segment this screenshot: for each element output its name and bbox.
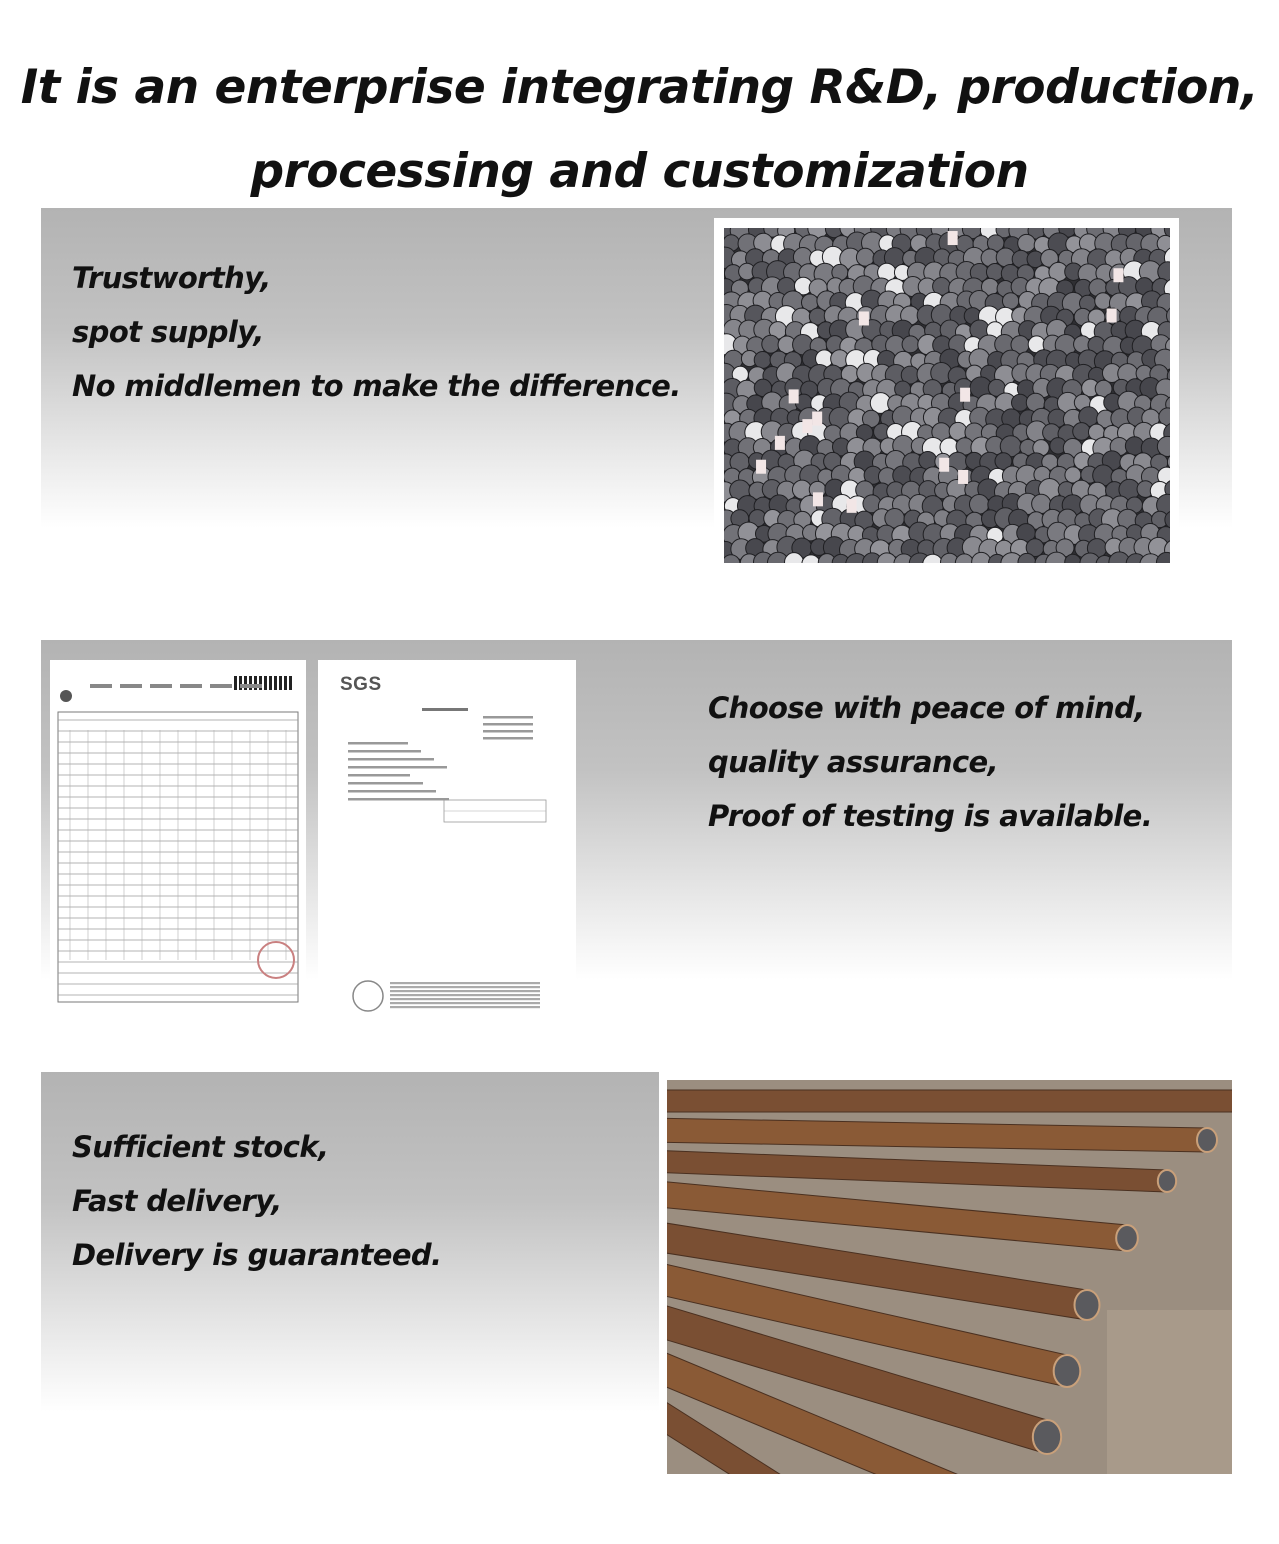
section-line: No middlemen to make the difference. [72, 369, 681, 403]
round-bar-end [1075, 1290, 1100, 1320]
bar-tag [813, 492, 823, 506]
steel-bar-stock-image [667, 1080, 1232, 1474]
barcode-bar [289, 676, 292, 690]
report-title-line [422, 708, 468, 711]
bar-end [902, 336, 919, 353]
bar-end [1018, 234, 1036, 252]
section-line: Sufficient stock, [72, 1130, 329, 1164]
bar-tag [812, 412, 822, 426]
steel-bar-stock-photo [667, 1080, 1232, 1474]
bar-end [1002, 293, 1018, 309]
bar-tag [1107, 308, 1117, 322]
section-line: quality assurance, [708, 745, 999, 779]
section-line: spot supply, [72, 315, 264, 349]
footer-text-line [390, 982, 540, 984]
footer-text-line [390, 986, 540, 988]
headline-line-2: processing and customization [250, 144, 1029, 199]
section-text-stock [72, 1120, 441, 1282]
page-headline [0, 46, 1279, 214]
header-text-line [180, 684, 202, 688]
footer-text-line [390, 990, 540, 992]
header-text-line [210, 684, 232, 688]
bar-tag [939, 458, 949, 472]
section-line: Fast delivery, [72, 1184, 282, 1218]
bar-tag [958, 470, 968, 484]
report-text-line [348, 782, 423, 785]
section-line: Delivery is guaranteed. [72, 1238, 442, 1272]
barcode-bar [264, 676, 267, 690]
header-text-line [120, 684, 142, 688]
mill-test-certificate [50, 660, 306, 1022]
report-text-line [348, 790, 436, 793]
footer-text-line [390, 998, 540, 1000]
company-logo [60, 690, 72, 702]
report-text-line [348, 742, 408, 745]
section-text-supply [72, 251, 681, 413]
round-bar-end [1054, 1355, 1081, 1387]
bar-end [1095, 293, 1112, 310]
headline-line-1: It is an enterprise integrating R&D, production, [20, 60, 1259, 115]
round-bar [667, 1090, 1232, 1112]
footer-text-line [390, 994, 540, 996]
bar-tag [802, 419, 812, 433]
report-text-line [348, 766, 447, 769]
report-meta-line [483, 723, 533, 726]
report-meta-line [483, 730, 533, 733]
steel-bar-ends-image [724, 228, 1170, 563]
bar-tag [756, 460, 766, 474]
header-text-line [90, 684, 112, 688]
red-seal [258, 942, 294, 978]
report-text-line [348, 750, 421, 753]
report-meta-line [483, 716, 533, 719]
report-text-line [348, 798, 449, 801]
header-text-line [150, 684, 172, 688]
bar-end [754, 352, 771, 369]
mill-test-certificate-image [50, 660, 306, 1022]
round-bar-end [1116, 1225, 1138, 1251]
section-line: Proof of testing is available. [708, 799, 1153, 833]
bar-tag [847, 499, 857, 513]
barcode-bar [269, 676, 272, 690]
report-text-line [348, 758, 434, 761]
section-line: Choose with peace of mind, [708, 691, 1145, 725]
bar-end [762, 335, 780, 353]
section-text-quality [708, 681, 1152, 843]
barcode-bar [279, 676, 282, 690]
header-text-line [240, 684, 262, 688]
barcode-bar [274, 676, 277, 690]
bar-tag [960, 388, 970, 402]
bar-tag [789, 389, 799, 403]
section-line: Trustworthy, [72, 261, 271, 295]
bar-tag [775, 436, 785, 450]
bar-end [1073, 423, 1091, 441]
barcode-bar [234, 676, 237, 690]
round-bar-end [1197, 1128, 1217, 1152]
round-bar-end [1158, 1170, 1176, 1192]
bar-tag [948, 231, 958, 245]
steel-bar-ends-photo [724, 228, 1170, 563]
round-bar-end [1033, 1420, 1061, 1454]
sgs-test-report-image [318, 660, 576, 1022]
sgs-logo: SGS [340, 674, 382, 695]
barcode-bar [284, 676, 287, 690]
report-seal [353, 981, 383, 1011]
bar-tag [1113, 268, 1123, 282]
yard-floor [1107, 1310, 1232, 1474]
report-meta-line [483, 737, 533, 740]
report-text-line [348, 774, 410, 777]
footer-text-line [390, 1006, 540, 1008]
sgs-test-report [318, 660, 576, 1022]
bar-tag [859, 311, 869, 325]
footer-text-line [390, 1002, 540, 1004]
